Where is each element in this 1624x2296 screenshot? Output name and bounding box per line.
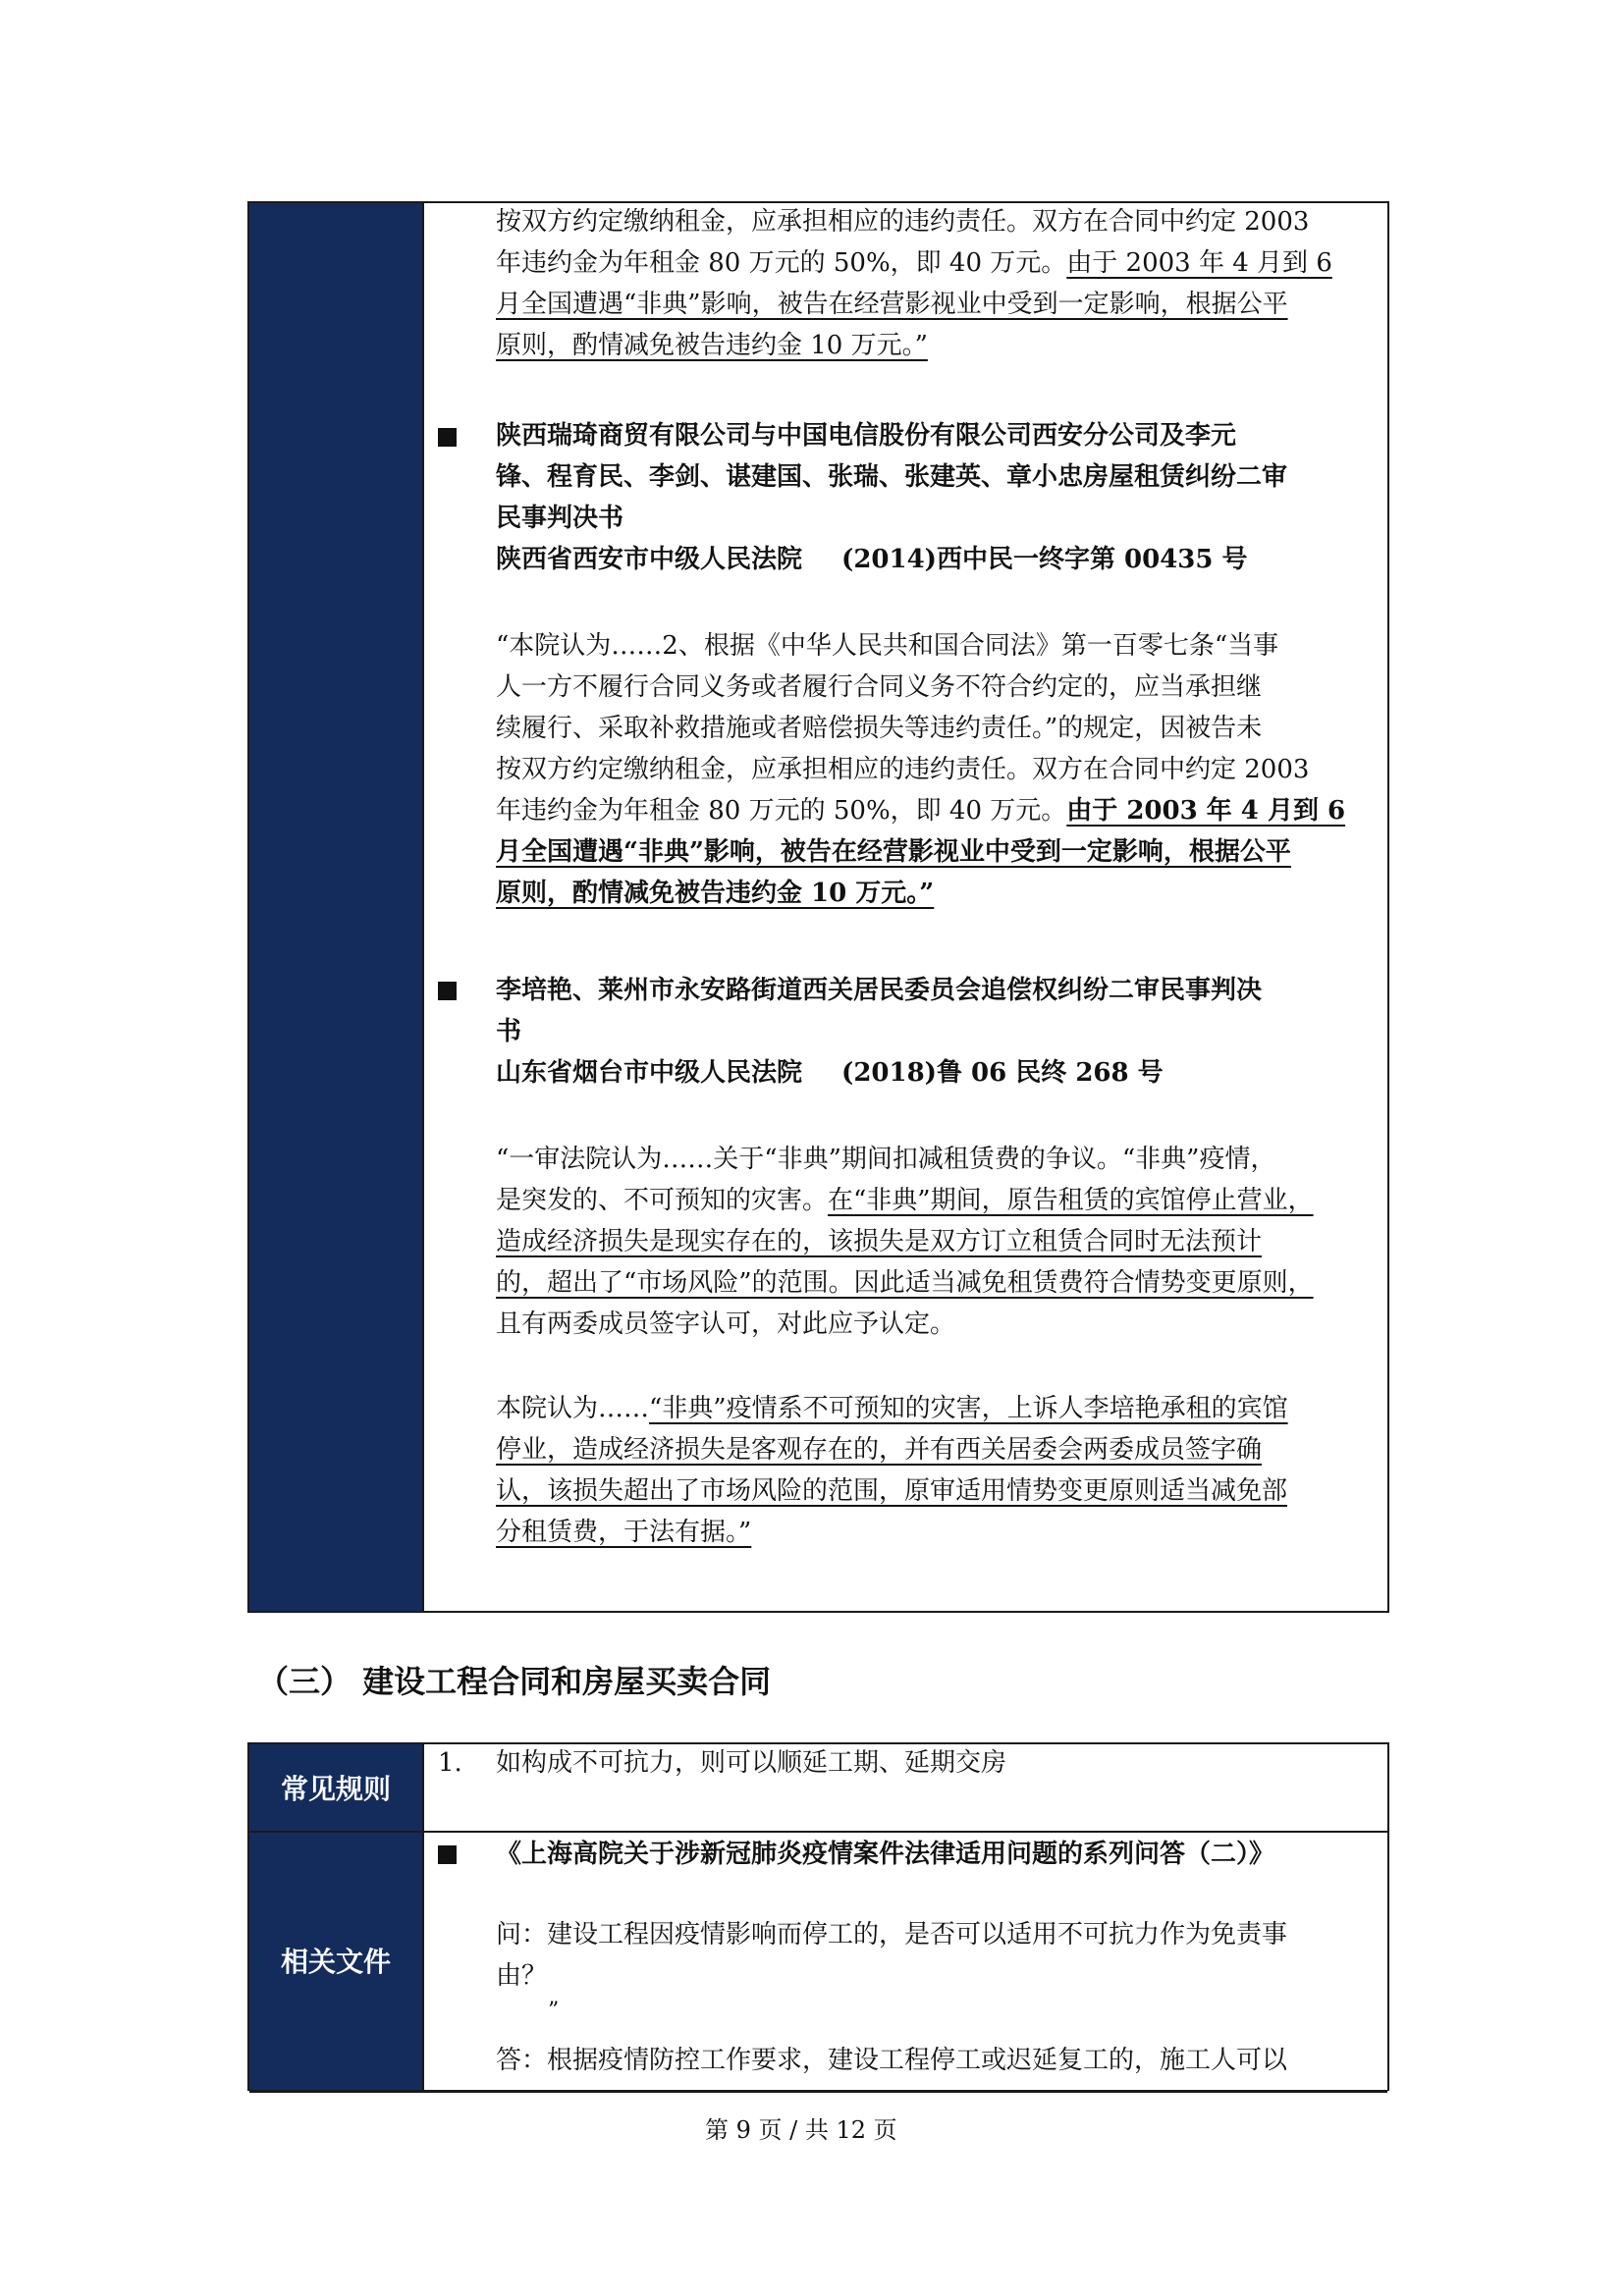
bullet-icon bbox=[438, 428, 457, 447]
underlined-text: 在“非典”期间，原告租赁的宾馆停止营业， bbox=[828, 1186, 1314, 1215]
underlined-text: 原则，酌情减免被告违约金 10 万元。” bbox=[496, 331, 928, 360]
bold-underlined-text: 原则，酌情减免被告违约金 10 万元。” bbox=[496, 879, 935, 908]
bold-underlined-text: 月全国遭遇“非典”影响，被告在经营影视业中受到一定影响，根据公平 bbox=[496, 837, 1291, 867]
case-title: 锋、程育民、李剑、谌建国、张瑞、张建英、章小忠房屋租赁纠纷二审 bbox=[496, 462, 1288, 492]
text-span: 年违约金为年租金 80 万元的 50%，即 40 万元。 bbox=[496, 796, 1067, 826]
text-line: 续履行、采取补救措施或者赔偿损失等违约责任。”的规定，因被告未 bbox=[496, 714, 1263, 743]
case-title: 陕西瑞琦商贸有限公司与中国电信股份有限公司西安分公司及李元 bbox=[496, 421, 1237, 451]
case-continuation bbox=[496, 207, 1380, 374]
case-number: (2018)鲁 06 民终 268 号 bbox=[841, 1058, 1164, 1088]
court-name: 陕西省西安市中级人民法院 bbox=[496, 545, 803, 574]
rules-row-divider bbox=[249, 1831, 1387, 1833]
case-number: (2014)西中民一终字第 00435 号 bbox=[841, 545, 1248, 574]
court-name: 山东省烟台市中级人民法院 bbox=[496, 1058, 803, 1088]
rules-table-divider bbox=[422, 1744, 424, 2091]
case-table-divider bbox=[422, 203, 424, 1611]
case-1 bbox=[496, 415, 1380, 926]
case-citation bbox=[496, 545, 1248, 574]
text-line: 且有两委成员签字认可，对此应予认定。 bbox=[496, 1309, 956, 1339]
text-line: “本院认为……2、根据《中华人民共和国合同法》第一百零七条“当事 bbox=[496, 631, 1279, 661]
bullet-icon bbox=[438, 982, 457, 1000]
rules-table-bottom bbox=[249, 2090, 1387, 2093]
page-footer: 第 9 页 / 共 12 页 bbox=[705, 2116, 897, 2144]
case-citation bbox=[496, 1058, 1164, 1088]
text-line: 按双方约定缴纳租金，应承担相应的违约责任。双方在合同中约定 2003 bbox=[496, 207, 1310, 237]
text-line bbox=[496, 1186, 1314, 1215]
underlined-text: 由于 2003 年 4 月到 6 bbox=[1066, 248, 1332, 278]
bold-underlined-text: 由于 2003 年 4 月到 6 bbox=[1066, 796, 1346, 826]
underlined-text: “非典”疫情系不可预知的灾害，上诉人李培艳承租的宾馆 bbox=[649, 1394, 1288, 1423]
text-span: 是突发的、不可预知的灾害。 bbox=[496, 1186, 829, 1215]
underlined-text: 认，该损失超出了市场风险的范围，原审适用情势变更原则适当减免部 bbox=[496, 1476, 1288, 1506]
case-table-sidebar bbox=[249, 203, 422, 1611]
text-line: “一审法院认为……关于“非典”期间扣减租赁费的争议。“非典”疫情， bbox=[496, 1145, 1276, 1174]
case-title: 书 bbox=[496, 1017, 522, 1046]
rule-text: 如构成不可抗力，则可以顺延工期、延期交房 bbox=[496, 1748, 1007, 1778]
answer-text: 答：根据疫情防控工作要求，建设工程停工或迟延复工的，施工人可以 bbox=[496, 2046, 1288, 2075]
question-text: 问：建设工程因疫情影响而停工的，是否可以适用不可抗力作为免责事 bbox=[496, 1920, 1288, 1949]
rules-label: 常见规则 bbox=[280, 1773, 391, 1805]
bullet-icon bbox=[438, 1845, 457, 1864]
underlined-text: 造成经济损失是现实存在的，该损失是双方订立租赁合同时无法预计 bbox=[496, 1227, 1263, 1256]
underlined-text: 月全国遭遇“非典”影响，被告在经营影视业中受到一定影响，根据公平 bbox=[496, 290, 1288, 319]
case-title: 民事判决书 bbox=[496, 504, 624, 533]
text-line bbox=[496, 1394, 1288, 1423]
text-span: 本院认为…… bbox=[496, 1394, 650, 1423]
text-line: 按双方约定缴纳租金，应承担相应的违约责任。双方在合同中约定 2003 bbox=[496, 755, 1310, 784]
underlined-text: 分租赁费，于法有据。” bbox=[496, 1518, 752, 1547]
underlined-text: 停业，造成经济损失是客观存在的，并有西关居委会两委成员签字确 bbox=[496, 1435, 1263, 1465]
text-span: 年违约金为年租金 80 万元的 50%，即 40 万元。 bbox=[496, 248, 1067, 278]
text-line bbox=[496, 796, 1345, 826]
section-heading: （三） 建设工程合同和房屋买卖合同 bbox=[257, 1663, 772, 1700]
underlined-text: 的，超出了“市场风险”的范围。因此适当减免租赁费符合情势变更原则， bbox=[496, 1268, 1314, 1298]
rules-table bbox=[247, 1742, 1389, 2091]
quote-mark: ” bbox=[548, 1999, 560, 2023]
case-2 bbox=[496, 970, 1380, 1578]
document-title: 《上海高院关于涉新冠肺炎疫情案件法律适用问题的系列问答（二）》 bbox=[496, 1840, 1275, 1869]
text-line bbox=[496, 248, 1332, 278]
question-text: 由？ bbox=[496, 1961, 548, 1991]
docs-label: 相关文件 bbox=[280, 1946, 391, 1978]
text-line: 人一方不履行合同义务或者履行合同义务不符合约定的，应当承担继 bbox=[496, 672, 1263, 702]
rule-number: 1. bbox=[438, 1748, 462, 1778]
case-title: 李培艳、莱州市永安路街道西关居民委员会追偿权纠纷二审民事判决 bbox=[496, 976, 1263, 1005]
